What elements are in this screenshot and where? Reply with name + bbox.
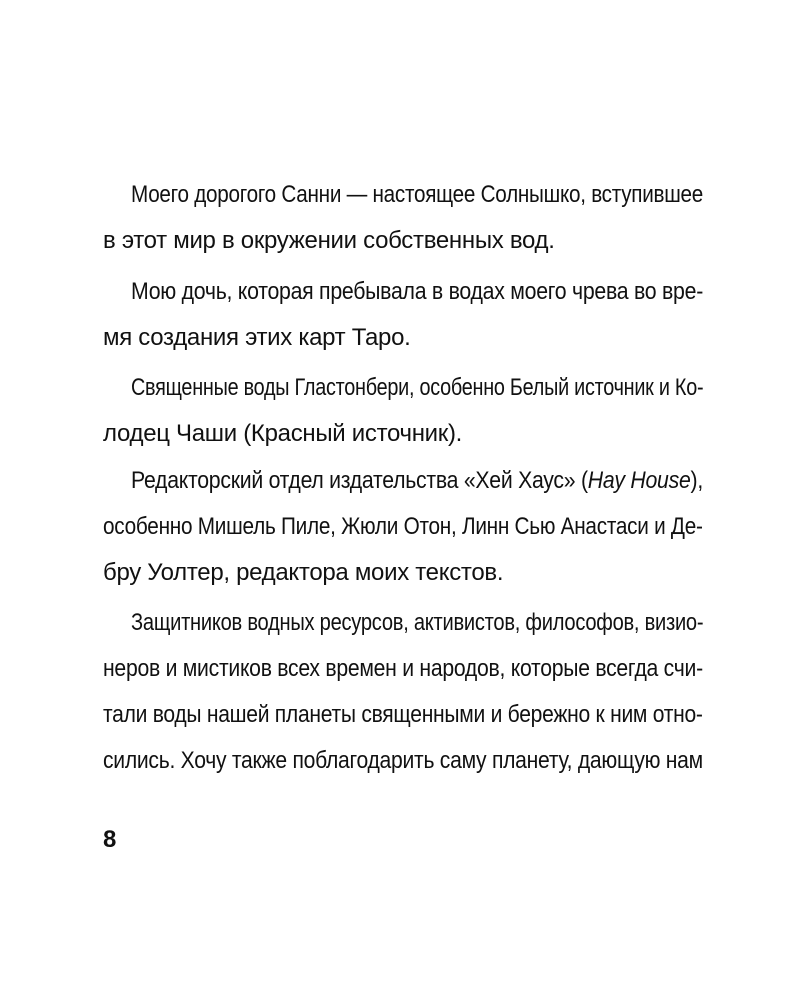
text-line-content: Священные воды Гластонбери, особенно Белый источник и Ко- [131, 374, 704, 401]
text-line-content: мя создания этих карт Таро. [103, 324, 411, 351]
text-line-content: Защитников водных ресурсов, активистов, философов, визио- [131, 609, 704, 636]
text-line [131, 172, 704, 218]
text-line-content: в этот мир в окружении собственных вод. [103, 227, 555, 254]
text-line-content: тали воды нашей планеты священными и бережно к ним отно- [103, 701, 703, 728]
text-line [103, 550, 503, 596]
text-line [103, 218, 555, 264]
text-line [103, 692, 703, 738]
text-line [103, 646, 703, 692]
page-number: 8 [103, 826, 117, 853]
text-line-content: Мою дочь, которая пребывала в водах моего чрева во вре- [131, 278, 704, 305]
text-line-content: бру Уолтер, редактора моих текстов. [103, 559, 504, 586]
text-line [103, 315, 411, 361]
text-line [131, 458, 703, 504]
text-line-content: особенно Мишель Пиле, Жюли Отон, Линн Сью Анастаси и Де- [103, 513, 703, 540]
italic-text: Hay House [587, 467, 691, 494]
text-line-content: Редакторский отдел издательства «Хей Хаус» ( [131, 467, 588, 494]
text-line-content: лодец Чаши (Красный источник). [103, 420, 463, 447]
text-line-content: Моего дорогого Санни — настоящее Солнышко, вступившее [131, 181, 704, 208]
text-line-content: неров и мистиков всех времен и народов, которые всегда счи- [103, 655, 703, 682]
text-line [103, 504, 703, 550]
text-line [131, 600, 703, 646]
text-line-content: ), [690, 467, 703, 494]
text-line [131, 269, 703, 315]
text-line-content: сились. Хочу также поблагодарить саму планету, дающую нам [103, 747, 703, 774]
text-line [131, 365, 703, 411]
text-line [103, 738, 703, 784]
text-line [103, 411, 462, 457]
